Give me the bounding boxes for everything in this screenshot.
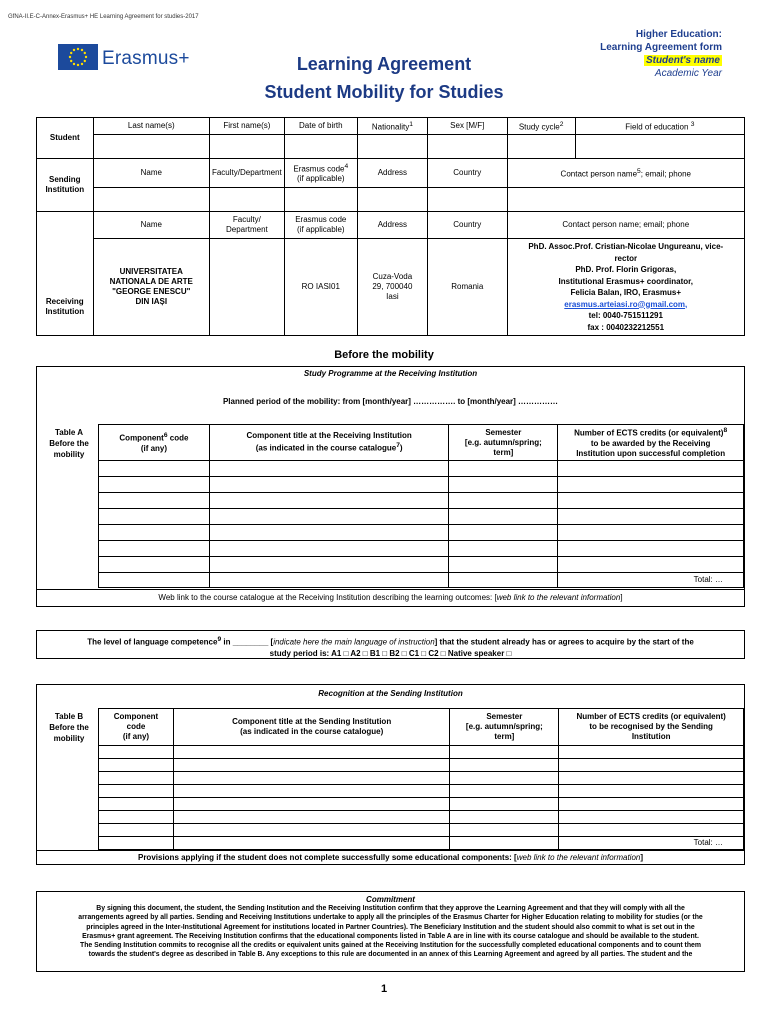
sending-institution-label: Sending Institution [37,159,94,212]
language-level-checkboxes[interactable]: study period is: A1 □ A2 □ B1 □ B2 □ C1 □ C2 □ Native speaker □ [269,648,512,658]
page-title: Learning Agreement [296,54,472,74]
table-row [99,525,744,541]
table-b-total: Total: … [559,837,744,850]
table-b-ects-header: Number of ECTS credits (or equivalent) to be recognised by the Sending Institution [559,709,744,746]
receiving-faculty-header: Faculty/ Department [209,212,284,239]
table-b-caption: Recognition at the Sending Institution [318,689,463,698]
table-cell[interactable] [209,477,449,493]
table-a-semester-header: Semester [e.g. autumn/spring; term] [449,425,558,461]
table-cell[interactable] [559,759,744,772]
table-row [99,772,744,785]
receiving-address-value: Cuza-Voda 29, 700040 Iasi [357,239,427,336]
sending-address-input[interactable] [357,188,427,212]
table-cell[interactable] [449,477,558,493]
date-of-birth-input[interactable] [284,135,357,159]
table-row [99,493,744,509]
table-cell[interactable] [173,824,449,837]
sending-contact-header: Contact person name$^5$; email; phone [507,159,744,188]
table-a-title-header: Component title at the Receiving Institution (as indicated in the course catalogue$^7$) [209,425,449,461]
commitment-title: Commitment [366,895,415,904]
receiving-faculty-value[interactable] [209,239,284,336]
col-study-cycle: Study cycle$^2$ [507,118,575,135]
commitment-text: By signing this document, the student, the Sending Institution and the Receiving Institution confirm that they approve the Learning Agreement and that they will comply with all the arrangements agreed by all parties. Sending and Receiving Institutions undertake to apply all the principles of the Erasmus Charter for Higher Education relating to mobility for studies (or the principles agreed in the Inter-Institutional Agreement for institutions located in Partner Countries). The Beneficiary Institution and the student should also commit to what is set out in the Erasmus+ grant agreement. The Receiving Institution confirms that the educational components listed in Table A are in line with its course catalogue and should be available to the student. The Sending Institution commits to recognise all the credits or equivalent units gained at the Receiving Institution for the successfully completed educational components and to count them towards the student's degree as described in Table B. Any exceptions to this rule are documented in an annex of this Learning Agreement and agreed by all parties. The student and the [78,905,703,959]
field-of-education-input[interactable] [575,135,744,159]
table-cell[interactable] [173,772,449,785]
table-b-box [36,684,745,865]
table-cell[interactable] [450,811,559,824]
sending-country-header: Country [427,159,507,188]
table-cell[interactable] [559,798,744,811]
table-cell[interactable] [558,509,744,525]
receiving-institution-label: Receiving Institution [37,212,94,336]
receiving-erasmus-code-header: Erasmus code (if applicable) [284,212,357,239]
receiving-erasmus-code-value: RO IASI01 [284,239,357,336]
table-row [99,798,744,811]
table-b-grid [98,708,744,850]
last-name-input[interactable] [93,135,209,159]
sending-erasmus-code-header: Erasmus code$^4$ (if applicable) [284,159,357,188]
table-a-code-header: Component$^6$ code (if any) [99,425,210,461]
col-field-of-education: Field of education $^3$ [575,118,744,135]
first-name-input[interactable] [209,135,284,159]
document-reference: GfNA-II.E-C-Annex-Erasmus+ HE Learning Agreement for studies-2017 [8,14,199,20]
col-sex: Sex [M/F] [427,118,507,135]
table-cell[interactable] [449,493,558,509]
commitment-box [36,891,745,972]
table-cell[interactable] [449,557,558,573]
table-row [99,824,744,837]
receiving-country-value: Romania [427,239,507,336]
table-a-ects-header: Number of ECTS credits (or equivalent)$^8$ to be awarded by the Receiving Institution upon successful completion [558,425,744,461]
table-a-grid [98,424,744,588]
page-number: 1 [380,983,388,995]
table-cell[interactable] [173,759,449,772]
table-cell[interactable] [209,509,449,525]
table-cell[interactable] [450,746,559,759]
table-cell[interactable] [173,811,449,824]
table-row [99,461,744,477]
erasmus-logo-text: Erasmus+ [102,48,190,69]
table-cell[interactable] [559,811,744,824]
table-cell[interactable] [99,573,210,588]
planned-period: Planned period of the mobility: from [month/year] ……………. to [month/year] …………… [222,397,559,406]
form-type-line-2: Learning Agreement form [600,42,722,53]
table-cell[interactable] [209,493,449,509]
table-cell[interactable] [173,785,449,798]
table-cell[interactable] [99,477,210,493]
col-first-name: First name(s) [209,118,284,135]
table-cell[interactable] [558,477,744,493]
table-cell[interactable] [209,573,449,588]
receiving-country-header: Country [427,212,507,239]
nationality-input[interactable] [357,135,427,159]
table-cell[interactable] [99,798,174,811]
contact-email-link[interactable]: erasmus.arteiasi.ro@gmail.com, [564,299,688,309]
table-cell[interactable] [99,557,210,573]
table-a-label: Table A Before the mobility [49,428,89,459]
course-catalogue-weblink[interactable]: Web link to the course catalogue at the Receiving Institution describing the learning outcomes: [web link to the relevant information] [36,589,745,607]
receiving-name-header: Name [93,212,209,239]
table-cell[interactable] [99,525,210,541]
table-cell[interactable] [209,557,449,573]
table-b-label: Table B Before the mobility [49,712,89,743]
table-cell[interactable] [450,837,559,850]
table-row [99,785,744,798]
page-subtitle: Student Mobility for Studies [264,82,504,102]
sending-erasmus-code-input[interactable] [284,188,357,212]
table-cell[interactable] [559,746,744,759]
table-b-code-header: Component code (if any) [99,709,174,746]
table-cell[interactable] [209,525,449,541]
sex-input[interactable] [427,135,507,159]
table-cell[interactable] [450,824,559,837]
table-cell[interactable] [558,541,744,557]
table-cell[interactable] [209,541,449,557]
table-row [99,509,744,525]
academic-year-placeholder[interactable]: Academic Year [654,68,722,79]
table-cell[interactable] [173,798,449,811]
table-cell[interactable] [449,461,558,477]
table-row [99,477,744,493]
table-cell[interactable] [450,772,559,785]
table-a-caption: Study Programme at the Receiving Institution [303,369,478,378]
table-row [99,759,744,772]
student-institutions-table [36,117,745,336]
table-cell[interactable] [558,493,744,509]
table-cell[interactable] [99,509,210,525]
table-row [99,573,744,588]
sending-address-header: Address [357,159,427,188]
col-date-of-birth: Date of birth [284,118,357,135]
provisions-weblink[interactable]: Provisions applying if the student does not complete successfully some educational components: [web link to the relevant information] [36,850,745,865]
receiving-institution-name: UNIVERSITATEA NATIONALA DE ARTE "GEORGE ENESCU" DIN IAȘI [93,239,209,336]
table-cell[interactable] [558,461,744,477]
table-cell[interactable] [450,785,559,798]
table-row [99,811,744,824]
table-a-total: Total: … [558,573,744,588]
table-cell[interactable] [449,573,558,588]
col-last-name: Last name(s) [93,118,209,135]
form-type-line-1: Higher Education: [635,29,722,40]
table-cell[interactable] [99,772,174,785]
table-cell[interactable] [99,785,174,798]
student-name-placeholder[interactable]: Student's name [645,55,720,66]
table-cell[interactable] [559,785,744,798]
before-mobility-heading: Before the mobility [334,349,434,361]
table-a-box [36,366,745,607]
sending-contact-input[interactable] [507,188,744,212]
table-cell[interactable] [99,461,210,477]
sending-faculty-header: Faculty/Department [209,159,284,188]
table-cell[interactable] [99,541,210,557]
table-cell[interactable] [559,772,744,785]
table-cell[interactable] [99,837,174,850]
study-cycle-input[interactable] [507,135,575,159]
table-cell[interactable] [558,525,744,541]
sending-name-header: Name [93,159,209,188]
language-competence-box [36,630,745,659]
col-nationality: Nationality$^1$ [357,118,427,135]
table-cell[interactable] [173,837,449,850]
table-cell[interactable] [99,746,174,759]
table-row [99,837,744,850]
table-row [99,746,744,759]
table-cell[interactable] [449,525,558,541]
table-row [99,541,744,557]
sending-faculty-input[interactable] [209,188,284,212]
table-cell[interactable] [99,493,210,509]
table-cell[interactable] [99,811,174,824]
table-cell[interactable] [209,461,449,477]
table-b-title-header: Component title at the Sending Institution (as indicated in the course catalogue) [173,709,449,746]
sending-name-input[interactable] [93,188,209,212]
receiving-contact-header: Contact person name; email; phone [507,212,744,239]
table-cell[interactable] [99,759,174,772]
table-cell[interactable] [99,824,174,837]
table-cell[interactable] [558,557,744,573]
table-cell[interactable] [559,824,744,837]
table-cell[interactable] [173,746,449,759]
language-competence-line-1: The level of language competence$^9$ in ________ [indicate here the main language of instruction] that the student already has or agrees to acquire by the start of the [87,636,694,647]
table-cell[interactable] [449,509,558,525]
table-b-semester-header: Semester [e.g. autumn/spring; term] [450,709,559,746]
sending-country-input[interactable] [427,188,507,212]
receiving-contact-value: PhD. Assoc.Prof. Cristian-Nicolae Ungureanu, vice- rector PhD. Prof. Florin Grigoras, Institutional Erasmus+ coordinator, Felicia Balan, IRO, Erasmus+ erasmus.arteiasi.ro@gmail.com, tel: 0040-751511291 fax : 0040232212551 [507,239,744,336]
receiving-address-header: Address [357,212,427,239]
table-row [99,557,744,573]
table-cell[interactable] [449,541,558,557]
student-row-label: Student [37,118,94,159]
table-cell[interactable] [450,759,559,772]
table-cell[interactable] [450,798,559,811]
